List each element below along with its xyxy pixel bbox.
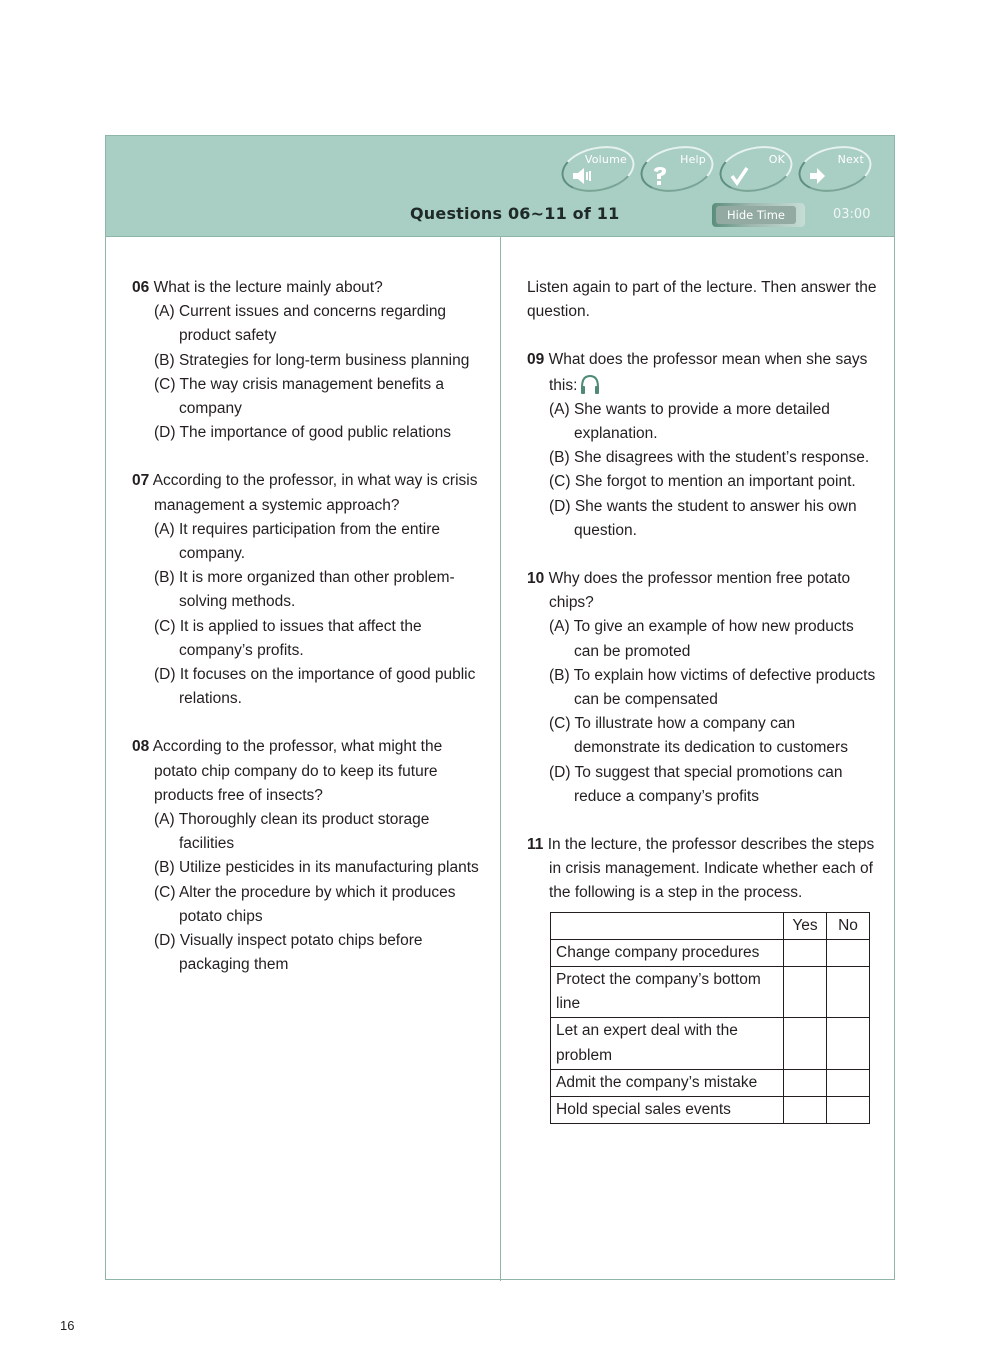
table-row <box>551 967 870 1018</box>
question-11 <box>527 833 877 1124</box>
question-stem <box>527 348 877 397</box>
statement-cell: Hold special sales events <box>551 1097 784 1124</box>
statement-cell: Protect the company’s bottom line <box>551 967 784 1018</box>
header-no: No <box>827 912 870 939</box>
table-row <box>551 1018 870 1069</box>
page-title: Questions 06~11 of 11 <box>410 204 620 223</box>
option-c[interactable]: (C) The way crisis management benefits a company <box>154 375 445 418</box>
test-window <box>105 135 895 1280</box>
button-ring <box>636 140 718 198</box>
option-d[interactable]: (D) The importance of good public relations <box>154 424 451 442</box>
option-c[interactable]: (C) Alter the procedure by which it produces potato chips <box>154 883 456 925</box>
table-header-row <box>551 912 870 939</box>
yes-cell[interactable] <box>784 939 827 966</box>
option-c[interactable]: (C) To illustrate how a company can demonstrate its dedication to customers <box>549 715 848 757</box>
question-10 <box>527 567 877 809</box>
button-ring <box>557 140 639 198</box>
question-number: 08 <box>132 738 150 756</box>
question-09 <box>527 348 877 543</box>
question-number: 11 <box>527 836 544 854</box>
hide-time-label: Hide Time <box>716 206 796 224</box>
hide-time-button[interactable] <box>712 203 805 227</box>
arrow-right-icon <box>808 166 830 186</box>
option-b[interactable]: (B) It is more organized than other problem-solving methods. <box>154 569 455 611</box>
question-stem <box>527 833 877 906</box>
help-label: Help <box>680 153 706 166</box>
option-a[interactable]: (A) She wants to provide a more detailed explanation. <box>549 400 830 443</box>
ok-button[interactable] <box>719 147 793 191</box>
question-text: In the lecture, the professor describes the steps in crisis management. Indicate whether each of the following is a step in the process. <box>547 836 875 902</box>
header-blank <box>551 912 784 939</box>
button-ring <box>794 140 876 198</box>
statement-cell: Admit the company’s mistake <box>551 1069 784 1096</box>
no-cell[interactable] <box>827 939 870 966</box>
volume-label: Volume <box>584 153 627 166</box>
no-cell[interactable] <box>827 1018 870 1069</box>
table-row <box>551 939 870 966</box>
column-divider <box>500 236 501 1281</box>
question-06 <box>132 276 482 445</box>
question-number: 09 <box>527 351 545 369</box>
option-b[interactable]: (B) To explain how victims of defective products can be compensated <box>549 666 876 709</box>
page-number: 16 <box>60 1318 75 1333</box>
yes-cell[interactable] <box>784 1097 827 1124</box>
question-stem <box>132 276 482 300</box>
yes-cell[interactable] <box>784 1018 827 1069</box>
option-c[interactable]: (C) It is applied to issues that affect the company’s profits. <box>154 617 422 659</box>
question-08 <box>132 735 482 977</box>
option-d[interactable]: (D) To suggest that special promotions can reduce a company’s profits <box>549 763 843 805</box>
help-button[interactable] <box>640 147 714 191</box>
option-a[interactable]: (A) To give an example of how new products can be promoted <box>549 618 854 660</box>
question-number: 10 <box>527 570 545 588</box>
table-row <box>551 1097 870 1124</box>
question-text: According to the professor, in what way is crisis management a systemic approach? <box>152 472 478 514</box>
table-row <box>551 1069 870 1096</box>
countdown-timer: 03:00 <box>833 207 871 222</box>
question-text: Why does the professor mention free potato chips? <box>548 570 851 612</box>
question-text: According to the professor, what might the potato chip company do to keep its future products free of insects? <box>152 738 443 804</box>
next-label: Next <box>837 153 864 166</box>
option-b[interactable]: (B) Strategies for long-term business planning <box>154 351 470 369</box>
question-icon <box>650 166 672 186</box>
option-a[interactable]: (A) It requires participation from the entire company. <box>154 520 441 563</box>
no-cell[interactable] <box>827 1069 870 1096</box>
statement-cell: Change company procedures <box>551 939 784 966</box>
no-cell[interactable] <box>827 967 870 1018</box>
right-column <box>527 276 877 1148</box>
option-d[interactable]: (D) She wants the student to answer his own question. <box>549 497 857 539</box>
question-text: What is the lecture mainly about? <box>153 279 383 296</box>
question-number: 06 <box>132 279 150 296</box>
question-stem <box>132 469 482 517</box>
next-button[interactable] <box>798 147 872 191</box>
option-a[interactable]: (A) Thoroughly clean its product storage facilities <box>154 811 430 853</box>
yes-cell[interactable] <box>784 967 827 1018</box>
question-text: What does the professor mean when she says this: <box>548 351 868 394</box>
volume-button[interactable] <box>561 147 635 191</box>
yes-no-table <box>550 912 870 1125</box>
option-b[interactable]: (B) Utilize pesticides in its manufacturing plants <box>154 859 479 877</box>
question-07 <box>132 469 482 711</box>
option-b[interactable]: (B) She disagrees with the student’s response. <box>549 449 870 467</box>
ok-label: OK <box>768 153 785 166</box>
option-d[interactable]: (D) It focuses on the importance of good public relations. <box>154 666 476 708</box>
no-cell[interactable] <box>827 1097 870 1124</box>
question-stem <box>132 735 482 808</box>
toolbar-header <box>106 136 894 237</box>
checkmark-icon <box>729 166 751 186</box>
option-d[interactable]: (D) Visually inspect potato chips before packaging them <box>154 932 423 974</box>
option-a[interactable]: (A) Current issues and concerns regarding product safety <box>154 303 447 345</box>
listen-again-instruction: Listen again to part of the lecture. Then answer the question. <box>527 279 877 321</box>
header-yes: Yes <box>784 912 827 939</box>
statement-cell: Let an expert deal with the problem <box>551 1018 784 1069</box>
button-ring <box>715 140 797 198</box>
question-stem <box>527 567 877 615</box>
left-column <box>132 276 482 1001</box>
yes-cell[interactable] <box>784 1069 827 1096</box>
speaker-icon <box>571 166 593 186</box>
question-number: 07 <box>132 472 150 490</box>
headphones-icon[interactable] <box>579 373 601 395</box>
option-c[interactable]: (C) She forgot to mention an important point. <box>549 473 856 491</box>
